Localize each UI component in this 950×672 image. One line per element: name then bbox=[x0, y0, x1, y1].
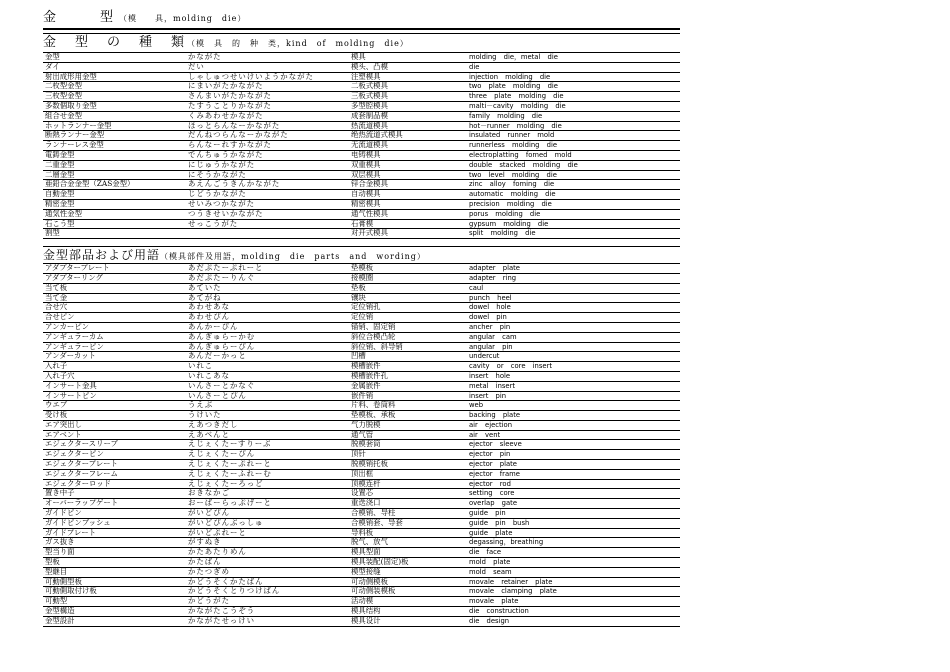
term-english: molding die，metal die bbox=[469, 53, 558, 61]
term-reading: かながた bbox=[188, 53, 222, 61]
term-japanese: 入れ子穴 bbox=[45, 371, 75, 380]
term-japanese: エア突出し bbox=[45, 420, 82, 429]
table-row bbox=[43, 229, 680, 239]
term-japanese: アダプタープレート bbox=[45, 264, 110, 273]
term-japanese: 当て板 bbox=[45, 283, 68, 292]
term-english: overlap gate bbox=[469, 499, 518, 508]
table-row bbox=[43, 112, 680, 122]
term-english: three plate molding die bbox=[469, 92, 564, 101]
term-chinese: 模型接缝 bbox=[351, 567, 381, 576]
term-reading: えじぇくたーふれーむ bbox=[188, 469, 272, 478]
term-chinese: 可动侧模板 bbox=[351, 577, 388, 586]
term-japanese: ランナーレス金型 bbox=[45, 141, 104, 150]
term-english: family molding die bbox=[469, 111, 543, 120]
term-english: zinc alloy foming die bbox=[469, 180, 555, 189]
table-row bbox=[43, 274, 680, 284]
term-japanese: 型板 bbox=[45, 558, 60, 567]
term-english: metal insert bbox=[469, 381, 516, 390]
term-japanese: 合せ穴 bbox=[45, 303, 68, 312]
term-reading: あんぎゅらーぴん bbox=[188, 342, 256, 351]
term-english: die design bbox=[469, 616, 510, 625]
term-chinese: 电铸模具 bbox=[351, 150, 381, 159]
table-row bbox=[43, 82, 680, 92]
term-reading: ほっとらんなーかながた bbox=[188, 121, 281, 130]
table-row bbox=[43, 568, 680, 578]
table-row bbox=[43, 141, 680, 151]
term-reading: さんまいがたかながた bbox=[188, 92, 272, 101]
term-english: dowel pin bbox=[469, 313, 507, 322]
term-chinese: 通气性模具 bbox=[351, 209, 388, 218]
table-row bbox=[43, 284, 680, 294]
term-english: angular pin bbox=[469, 342, 513, 351]
term-japanese: 入れ子 bbox=[45, 362, 68, 371]
section2-title: 金型部品および用語 bbox=[43, 248, 161, 263]
term-reading: あだぷたーりんぐ bbox=[188, 273, 256, 282]
term-english: split molding die bbox=[469, 229, 536, 238]
term-japanese: 通気性金型 bbox=[45, 209, 82, 218]
term-chinese: 定位销孔 bbox=[351, 303, 381, 312]
table-row bbox=[43, 372, 680, 382]
term-japanese: 金型設計 bbox=[45, 616, 75, 625]
term-english: adapter plate bbox=[469, 264, 520, 273]
table-row bbox=[43, 617, 680, 627]
page-title-main: 金 型 bbox=[43, 10, 120, 25]
table-row bbox=[43, 151, 680, 161]
term-chinese: 斜位合模凸轮 bbox=[351, 332, 396, 341]
term-japanese: 受け板 bbox=[45, 411, 68, 420]
term-chinese: 模具设计 bbox=[351, 616, 381, 625]
table-row bbox=[43, 489, 680, 499]
table-row bbox=[43, 161, 680, 171]
table-row bbox=[43, 392, 680, 402]
term-reading: かどうがた bbox=[188, 597, 230, 606]
term-reading: せいみつかながた bbox=[188, 199, 255, 208]
term-english: air ejection bbox=[469, 420, 513, 429]
term-chinese: 模具结构 bbox=[351, 607, 381, 616]
term-reading: じどうかながた bbox=[188, 190, 247, 199]
term-english: automatic molding die bbox=[469, 190, 556, 199]
term-english: die construction bbox=[469, 607, 529, 616]
term-reading: あえんごうきんかながた bbox=[188, 180, 281, 189]
table-row bbox=[43, 343, 680, 353]
term-japanese: 自動金型 bbox=[45, 190, 75, 199]
term-japanese: ウエブ bbox=[45, 401, 68, 410]
term-japanese: 合せピン bbox=[45, 313, 75, 322]
term-japanese: 型当り面 bbox=[45, 548, 75, 557]
section1-heading bbox=[43, 34, 680, 52]
term-japanese: エジェクタースリーブ bbox=[45, 440, 118, 449]
term-chinese: 绝热流道式模具 bbox=[351, 131, 403, 140]
term-english: degassing，breathing bbox=[469, 538, 544, 547]
term-english: ejector plate bbox=[469, 460, 517, 469]
term-chinese: 石膏模 bbox=[351, 219, 374, 228]
term-chinese: 模头、凸模 bbox=[351, 62, 388, 71]
term-english: undercut bbox=[469, 352, 500, 361]
term-chinese: 合模销套、导套 bbox=[351, 518, 403, 527]
term-japanese: 石こう型 bbox=[45, 219, 75, 228]
term-reading: えじぇくたーろっど bbox=[188, 479, 264, 488]
term-reading: らんなーれすかながた bbox=[188, 141, 272, 150]
term-chinese: 锚销、固定销 bbox=[351, 322, 396, 331]
term-reading: えあつきだし bbox=[188, 420, 239, 429]
document-sheet bbox=[43, 8, 680, 627]
term-japanese: 置き中子 bbox=[45, 489, 75, 498]
table-row bbox=[43, 53, 680, 63]
term-japanese: アダプターリング bbox=[45, 273, 103, 282]
term-english: guide plate bbox=[469, 528, 513, 537]
term-english: insert pin bbox=[469, 391, 507, 400]
term-english: ejector sleeve bbox=[469, 440, 522, 449]
term-chinese: 三板式模具 bbox=[351, 92, 388, 101]
term-reading: たすうことりかながた bbox=[188, 101, 272, 110]
term-chinese: 顶模连杆 bbox=[351, 479, 381, 488]
term-english: movale clamping plate bbox=[469, 587, 557, 596]
term-english: movale plate bbox=[469, 597, 519, 606]
table-row bbox=[43, 519, 680, 529]
term-english: air vent bbox=[469, 430, 501, 439]
term-japanese: 組合せ金型 bbox=[45, 111, 82, 120]
term-english: insert hole bbox=[469, 371, 511, 380]
term-english: cavity or core insert bbox=[469, 362, 553, 371]
term-japanese: エジェクターフレーム bbox=[45, 469, 118, 478]
term-chinese: 气力脱模 bbox=[351, 420, 381, 429]
term-chinese: 双层模具 bbox=[351, 170, 381, 179]
table-row bbox=[43, 102, 680, 112]
term-chinese: 导料板 bbox=[351, 528, 374, 537]
term-chinese: 成套制品模 bbox=[351, 111, 388, 120]
table-row bbox=[43, 362, 680, 372]
term-chinese: 双重模具 bbox=[351, 160, 381, 169]
term-japanese: ガイドピンブッシュ bbox=[45, 518, 111, 527]
term-reading: いんさーとかなぐ bbox=[188, 381, 256, 390]
term-japanese: 可動側型板 bbox=[45, 577, 82, 586]
term-japanese: 射出成形用金型 bbox=[45, 72, 97, 81]
term-english: ejector rod bbox=[469, 479, 511, 488]
term-reading: くみあわせかながた bbox=[188, 111, 264, 120]
term-english: gypsum molding die bbox=[469, 219, 549, 228]
term-reading: おきなかご bbox=[188, 489, 230, 498]
term-chinese: 垫板 bbox=[351, 283, 366, 292]
term-japanese: 二重金型 bbox=[45, 160, 75, 169]
term-english: guide pin bbox=[469, 509, 506, 518]
term-japanese: インサート金具 bbox=[45, 381, 97, 390]
term-reading: だい bbox=[188, 62, 205, 71]
term-chinese: 脱模销托板 bbox=[351, 460, 388, 469]
term-reading: かたあたりめん bbox=[188, 548, 247, 557]
term-english: insulated runner mold bbox=[469, 131, 555, 140]
term-reading: あていた bbox=[188, 283, 222, 292]
table-row bbox=[43, 92, 680, 102]
table-row bbox=[43, 63, 680, 73]
term-chinese: 模具装配(固定)板 bbox=[351, 558, 409, 567]
table-row bbox=[43, 264, 680, 274]
term-english: caul bbox=[469, 283, 484, 292]
term-english: punch heel bbox=[469, 293, 512, 302]
term-english: setting core bbox=[469, 489, 515, 498]
term-japanese: インサートピン bbox=[45, 391, 97, 400]
term-english: web bbox=[469, 401, 484, 410]
term-english: electroplatting fomed mold bbox=[469, 150, 572, 159]
term-chinese: 顶针 bbox=[351, 450, 366, 459]
term-chinese: 对开式模具 bbox=[351, 229, 388, 238]
term-english: runnerless molding die bbox=[469, 141, 558, 150]
term-english: angular cam bbox=[469, 332, 517, 341]
term-reading: しゃしゅつせいけいようかながた bbox=[188, 72, 314, 81]
table-row bbox=[43, 352, 680, 362]
table-row bbox=[43, 529, 680, 539]
term-japanese: 金型 bbox=[45, 53, 60, 61]
table-row bbox=[43, 401, 680, 411]
term-japanese: 割型 bbox=[45, 229, 60, 238]
term-reading: かどうそくとりつけばん bbox=[188, 587, 281, 596]
term-japanese: 亜鉛合金金型（ZAS金型） bbox=[45, 180, 135, 189]
term-japanese: アンダーカット bbox=[45, 352, 96, 361]
table-row bbox=[43, 200, 680, 210]
table-row bbox=[43, 382, 680, 392]
page-title-sub: （模 具，molding die） bbox=[119, 14, 247, 23]
term-chinese: 脱气、放气 bbox=[351, 538, 388, 547]
section1-title-sub: （模 具 的 种 类，kind of molding die） bbox=[187, 39, 409, 48]
term-chinese: 模槽嵌件孔 bbox=[351, 371, 388, 380]
term-reading: でんちゅうかながた bbox=[188, 150, 264, 159]
table-row bbox=[43, 190, 680, 200]
term-japanese: 二枚型金型 bbox=[45, 82, 82, 91]
section2-table bbox=[43, 264, 680, 626]
term-chinese: 模槽嵌件 bbox=[351, 362, 381, 371]
term-reading: あんぎゅらーかむ bbox=[188, 332, 256, 341]
table-row bbox=[43, 450, 680, 460]
term-reading: うけいた bbox=[188, 411, 222, 420]
table-row bbox=[43, 578, 680, 588]
term-english: die face bbox=[469, 548, 502, 557]
term-japanese: 電鋳金型 bbox=[45, 150, 75, 159]
term-chinese: 活动模 bbox=[351, 597, 374, 606]
term-reading: せっこうがた bbox=[188, 219, 239, 228]
term-reading: いれこあな bbox=[188, 371, 230, 380]
table-row bbox=[43, 180, 680, 190]
term-english: ejector pin bbox=[469, 450, 511, 459]
section2-title-sub: （模具部件及用語，molding die parts and wording） bbox=[160, 252, 426, 262]
term-reading: がすぬき bbox=[188, 538, 222, 547]
term-english: backing plate bbox=[469, 411, 521, 420]
term-japanese: アンギュラーカム bbox=[45, 332, 104, 341]
term-reading: かながたせっけい bbox=[188, 616, 255, 625]
term-english: double stacked molding die bbox=[469, 160, 578, 169]
term-japanese: 多数個取り金型 bbox=[45, 101, 97, 110]
term-reading: にそうかながた bbox=[188, 170, 247, 179]
term-japanese: ガイドピン bbox=[45, 509, 82, 518]
term-chinese: 脱模套筒 bbox=[351, 440, 381, 449]
table-row bbox=[43, 411, 680, 421]
table-row bbox=[43, 73, 680, 83]
term-chinese: 热流道模具 bbox=[351, 121, 388, 130]
term-english: porus molding die bbox=[469, 209, 541, 218]
term-reading: にじゅうかながた bbox=[188, 160, 256, 169]
term-chinese: 合模销、导柱 bbox=[351, 509, 396, 518]
term-english: guide pin bush bbox=[469, 518, 530, 527]
term-chinese: 顶出框 bbox=[351, 469, 374, 478]
term-chinese: 设置芯 bbox=[351, 489, 374, 498]
term-japanese: ダイ bbox=[45, 62, 60, 71]
term-chinese: 注塑模具 bbox=[351, 72, 381, 81]
table-row bbox=[43, 210, 680, 220]
term-japanese: 三枚型金型 bbox=[45, 92, 82, 101]
term-chinese: 嵌件销 bbox=[351, 391, 374, 400]
term-chinese: 多型腔模具 bbox=[351, 101, 388, 110]
term-reading: あんかーぴん bbox=[188, 322, 239, 331]
table-row bbox=[43, 313, 680, 323]
term-chinese: 自动模具 bbox=[351, 190, 381, 199]
term-japanese: 可動型 bbox=[45, 597, 68, 606]
term-english: dowel hole bbox=[469, 303, 511, 312]
term-english: ejector frame bbox=[469, 469, 520, 478]
term-japanese: アンカーピン bbox=[45, 322, 90, 331]
term-reading: あわせぴん bbox=[188, 313, 230, 322]
table-row bbox=[43, 220, 680, 230]
term-chinese: 镶块 bbox=[351, 293, 366, 302]
term-english: injection molding die bbox=[469, 72, 551, 81]
term-chinese: 二板式模具 bbox=[351, 82, 388, 91]
table-row bbox=[43, 499, 680, 509]
term-reading: あてがね bbox=[188, 293, 222, 302]
page-title bbox=[43, 8, 680, 28]
term-english: die bbox=[469, 62, 480, 71]
table-row bbox=[43, 460, 680, 470]
section1-table bbox=[43, 53, 680, 239]
term-chinese: 斜位销、斜导销 bbox=[351, 342, 403, 351]
term-japanese: 型継目 bbox=[45, 567, 68, 576]
term-reading: かどうそくかたばん bbox=[188, 577, 264, 586]
table-row bbox=[43, 538, 680, 548]
term-reading: えじぇくたーぷれーと bbox=[188, 460, 272, 469]
table-row bbox=[43, 587, 680, 597]
table-row bbox=[43, 597, 680, 607]
term-japanese: アンギュラーピン bbox=[45, 342, 104, 351]
term-reading: いんさーとぴん bbox=[188, 391, 247, 400]
term-chinese: 接模圈 bbox=[351, 273, 374, 282]
term-chinese: 锌合金模具 bbox=[351, 180, 388, 189]
table-row bbox=[43, 131, 680, 141]
term-english: mold seam bbox=[469, 567, 512, 576]
term-reading: いれこ bbox=[188, 362, 214, 371]
term-chinese: 通气管 bbox=[351, 430, 374, 439]
term-chinese: 片料、卷筒料 bbox=[351, 401, 396, 410]
term-japanese: オーバーラップゲート bbox=[45, 499, 119, 508]
term-reading: にまいがたかながた bbox=[188, 82, 264, 91]
term-english: movale retainer plate bbox=[469, 577, 553, 586]
term-japanese: ガス抜き bbox=[45, 538, 75, 547]
term-english: adapter ring bbox=[469, 273, 517, 282]
term-japanese: ガイドプレート bbox=[45, 528, 96, 537]
term-japanese: ホットランナー金型 bbox=[45, 121, 112, 130]
term-chinese: 定位销 bbox=[351, 313, 374, 322]
term-japanese: エアベント bbox=[45, 430, 82, 439]
term-chinese: 无流道模具 bbox=[351, 141, 388, 150]
term-japanese: 金型構造 bbox=[45, 607, 75, 616]
term-reading: あわせあな bbox=[188, 303, 230, 312]
term-english: hot－runner molding die bbox=[469, 121, 562, 130]
term-japanese: 当て金 bbox=[45, 293, 68, 302]
table-row bbox=[43, 480, 680, 490]
term-reading: あだぷたーぷれーと bbox=[188, 264, 264, 273]
term-reading: つうきせいかながた bbox=[188, 209, 264, 218]
table-row bbox=[43, 548, 680, 558]
term-reading: がいどぴんぶっしゅ bbox=[188, 518, 264, 527]
table-row bbox=[43, 440, 680, 450]
term-japanese: 断熱ランナー金型 bbox=[45, 131, 105, 140]
table-row bbox=[43, 122, 680, 132]
term-reading: がいどぷれーと bbox=[188, 528, 247, 537]
term-chinese: 垫模板 bbox=[351, 264, 374, 273]
term-chinese: 垫模板、承板 bbox=[351, 411, 396, 420]
term-japanese: エジェクタープレート bbox=[45, 460, 118, 469]
section2-heading bbox=[43, 247, 680, 263]
table-row bbox=[43, 171, 680, 181]
term-english: precision molding die bbox=[469, 199, 552, 208]
term-reading: かながたこうぞう bbox=[188, 607, 256, 616]
term-chinese: 模具型面 bbox=[351, 548, 381, 557]
term-chinese: 可动侧装模板 bbox=[351, 587, 396, 596]
term-chinese: 金属嵌件 bbox=[351, 381, 381, 390]
table-row bbox=[43, 431, 680, 441]
term-chinese: 重迭浇口 bbox=[351, 499, 381, 508]
term-reading: えじぇくたーぴん bbox=[188, 450, 256, 459]
term-japanese: エジェクターピン bbox=[45, 450, 104, 459]
term-japanese: 精密金型 bbox=[45, 199, 75, 208]
term-chinese: 模具 bbox=[351, 53, 366, 61]
term-japanese: 二層金型 bbox=[45, 170, 75, 179]
term-chinese: 精密模具 bbox=[351, 199, 381, 208]
term-japanese: 可動側取付け板 bbox=[45, 587, 97, 596]
term-reading: がいどぴん bbox=[188, 509, 230, 518]
term-reading: うえぶ bbox=[188, 401, 214, 410]
table-row bbox=[43, 607, 680, 617]
table-row bbox=[43, 509, 680, 519]
term-english: two plate molding die bbox=[469, 82, 558, 91]
term-reading: かたばん bbox=[188, 558, 222, 567]
term-english: ancher pin bbox=[469, 322, 511, 331]
term-reading: えじぇくたーすりーぶ bbox=[188, 440, 272, 449]
term-reading: おーばーらっぷげーと bbox=[188, 499, 272, 508]
term-reading: だんねつらんなーかながた bbox=[188, 131, 289, 140]
term-reading: あんだーかっと bbox=[188, 352, 247, 361]
term-reading: えあべんと bbox=[188, 430, 230, 439]
table-row bbox=[43, 470, 680, 480]
term-japanese: エジェクターロッド bbox=[45, 479, 112, 488]
section1-title: 金 型 の 種 類 bbox=[43, 35, 188, 50]
term-english: two level molding die bbox=[469, 170, 557, 179]
term-english: mold plate bbox=[469, 558, 511, 567]
table-row bbox=[43, 558, 680, 568]
term-reading: かたつぎめ bbox=[188, 567, 230, 576]
table-row bbox=[43, 294, 680, 304]
table-row bbox=[43, 421, 680, 431]
table-row bbox=[43, 333, 680, 343]
term-english: malti－cavity molding die bbox=[469, 101, 566, 110]
term-chinese: 凹槽 bbox=[351, 352, 366, 361]
table-row bbox=[43, 323, 680, 333]
table-row bbox=[43, 303, 680, 313]
